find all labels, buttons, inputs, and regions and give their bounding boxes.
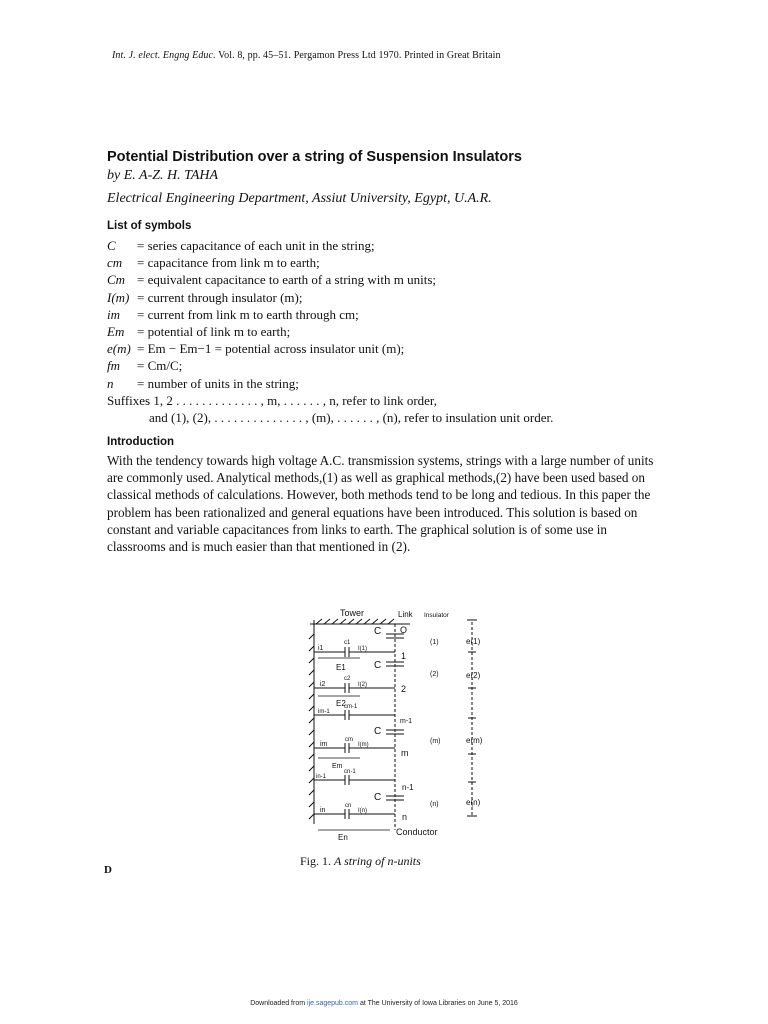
insulator-current-label: I(2) — [358, 682, 367, 688]
capacitor-label: cm-1 — [344, 704, 358, 710]
symbol: fm — [107, 358, 120, 374]
symbol-definition: = Em − Em−1 = potential across insulator unit (m); — [137, 341, 405, 357]
potential-label: E1 — [336, 663, 346, 672]
voltage-label: e(m) — [466, 736, 483, 745]
symbol-definition: = potential of link m to earth; — [137, 323, 291, 339]
wall-hatch — [309, 634, 314, 819]
capacitor-label: cn-1 — [344, 769, 356, 775]
journal-header — [112, 50, 672, 61]
link-label: Link — [398, 610, 413, 619]
conductor-label: Conductor — [396, 827, 438, 837]
link-number: n-1 — [402, 783, 414, 792]
caption-prefix: Fig. 1. — [300, 854, 332, 868]
symbol: cm — [107, 255, 123, 271]
figure-string-diagram — [300, 604, 500, 844]
unit-number: (m) — [430, 738, 441, 745]
tower-hatch — [316, 619, 394, 624]
series-cap-label: C — [374, 626, 382, 637]
symbol-definition: = series capacitance of each unit in the string; — [137, 238, 375, 253]
voltage-label: e(n) — [466, 798, 481, 807]
current-label: in-1 — [316, 774, 327, 780]
symbol-definition: = current through insulator (m); — [137, 289, 303, 305]
link-number: m-1 — [400, 718, 413, 725]
symbol-definition: = current from link m to earth through cm; — [137, 306, 359, 322]
symbol-row — [107, 254, 667, 271]
symbol-row — [107, 375, 667, 392]
symbol-row — [107, 271, 667, 288]
current-label: im-1 — [318, 709, 330, 715]
link-number: O — [400, 625, 408, 635]
suffix-line-1: Suffixes 1, 2 . . . . . . . . . . . . . , m, . . . . . . , n, refer to link order, — [107, 392, 437, 408]
footer-suffix: at The University of Iowa Libraries on June 5, 2016 — [359, 1000, 518, 1007]
article-byline: by E. A-Z. H. TAHA — [107, 168, 219, 183]
current-label: in — [320, 807, 326, 814]
page-signature: D — [104, 864, 112, 876]
link-number: 2 — [401, 684, 407, 694]
capacitor-label: c2 — [344, 676, 351, 682]
current-label: i2 — [320, 681, 326, 688]
figure-svg — [300, 604, 500, 844]
article-title: Potential Distribution over a string of Suspension Insulators — [107, 149, 522, 165]
symbol: Em — [107, 323, 125, 339]
unit-number: (1) — [430, 639, 439, 646]
insulator-current-label: I(n) — [358, 808, 367, 814]
symbol-definition: = capacitance from link m to earth; — [137, 255, 320, 271]
insulator-current-label: I(1) — [358, 646, 367, 652]
caption-text: A string of n-units — [334, 854, 421, 868]
symbol-row — [107, 306, 667, 323]
symbol: e(m) — [107, 341, 131, 357]
figure-caption — [300, 854, 421, 869]
symbol-row — [107, 340, 667, 357]
introduction-heading: Introduction — [107, 436, 175, 448]
series-cap-label: C — [374, 660, 382, 671]
introduction-body — [107, 452, 663, 555]
capacitor-label: cn — [345, 803, 352, 809]
symbol: n — [107, 375, 114, 391]
link-number: 1 — [401, 651, 407, 661]
symbol: I(m) — [107, 289, 130, 305]
symbol: C — [107, 238, 116, 253]
footer-prefix: Downloaded from — [250, 1000, 306, 1007]
potential-label: En — [338, 833, 348, 842]
potential-label: Em — [332, 763, 343, 770]
introduction-paragraph: With the tendency towards high voltage A.C. transmission systems, strings with a large number of units are commonly used. Analytical methods,(1) as well as graphical methods,(2) have been used based on classical methods of calculations. However, both methods tend to be long and tedious. In this paper the problem has been rationalized and general equations have been introduced. This solution is based on constant and variable capacitances from links to earth. The graphical solution is of some use in classrooms and is much easier than that mentioned in (2). — [107, 453, 654, 555]
download-footer — [0, 1000, 768, 1007]
link-number: n — [402, 812, 408, 822]
symbol-row — [107, 289, 667, 306]
potential-label: E2 — [336, 699, 346, 708]
capacitor-label: cm — [345, 737, 353, 743]
voltage-label: e(2) — [466, 671, 481, 680]
symbol-row — [107, 357, 667, 374]
symbol-definition: = equivalent capacitance to earth of a string with m units; — [137, 272, 437, 288]
insulator-current-label: I(m) — [358, 742, 369, 748]
symbol-definition: = Cm/C; — [137, 358, 183, 374]
symbol: Cm — [107, 272, 126, 288]
tower-label: Tower — [340, 608, 365, 618]
series-cap-label: C — [374, 726, 382, 737]
footer-link[interactable]: ije.sagepub.com — [307, 1000, 358, 1007]
voltage-label: e(1) — [466, 637, 481, 646]
current-label: im — [320, 741, 328, 748]
current-label: i1 — [318, 645, 324, 652]
journal-name: Int. J. elect. Engng Educ. — [112, 50, 216, 61]
unit-number: (n) — [430, 801, 439, 808]
suffix-line-2: and (1), (2), . . . . . . . . . . . . . . , (m), . . . . . . , (n), refer to insulation unit order. — [149, 410, 554, 426]
symbol-definition: = number of units in the string; — [137, 375, 299, 391]
unit-number: (2) — [430, 671, 439, 678]
journal-details: Vol. 8, pp. 45–51. Pergamon Press Ltd 1970. Printed in Great Britain — [218, 50, 501, 61]
article-affiliation: Electrical Engineering Department, Assiut University, Egypt, U.A.R. — [107, 191, 492, 206]
insulator-label: Insulator — [424, 612, 449, 619]
symbol-row — [107, 237, 667, 254]
symbol-row — [107, 323, 667, 340]
capacitor-label: c1 — [344, 640, 351, 646]
symbols-heading: List of symbols — [107, 220, 192, 232]
symbol: im — [107, 306, 120, 322]
series-cap-label: C — [374, 792, 382, 803]
link-number: m — [401, 748, 409, 758]
symbols-list — [107, 237, 667, 427]
